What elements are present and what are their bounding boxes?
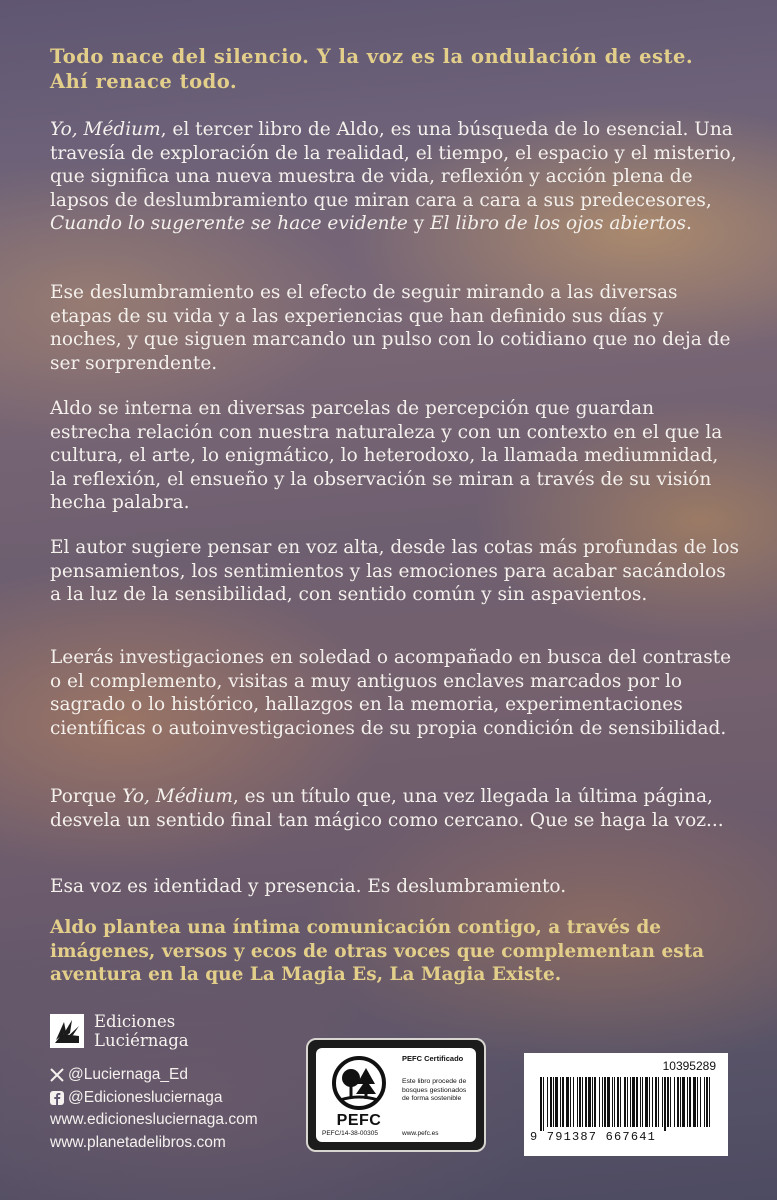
barcode-bar [570, 1077, 571, 1127]
paragraph-7-text: Esa voz es identidad y presencia. Es deslumbramiento. [50, 876, 567, 897]
barcode-bar [697, 1077, 698, 1127]
pefc-code: PEFC/14-38-00305 [322, 1130, 379, 1137]
publisher-name [94, 1012, 189, 1050]
p6-text-b: , es un título que, una vez llegada la última página, desvela un sentido final tan mágico como cercano. Que se haga la voz... [50, 786, 724, 831]
paragraph-3-text: Aldo se interna en diversas parcelas de percepción que guardan estrecha relación con nuestra naturaleza y con un contexto en el que la cultura, el arte, lo enigmático, lo heterodoxo, la llamada mediumnidad, la reflexión, el ensueño y la observación se miran a través de su visión hecha palabra. [50, 398, 723, 513]
barcode-bar [658, 1077, 659, 1127]
isbn-barcode [524, 1053, 728, 1156]
publisher-name-line-2: Luciérnaga [94, 1031, 189, 1050]
p1-text-a: , el tercer libro de Aldo, es una búsqueda de lo esencial. Una travesía de exploración de la realidad, el tiempo, el espacio y el misterio, que significa una nueva muestra de vida, reflexión y acción plena de lapsos de deslumbramiento que miran cara a cara a sus predecesores, [50, 119, 737, 211]
barcode-bar [588, 1077, 591, 1127]
lead-line-1: Todo nace del silencio. Y la voz es la ondulación de este. [50, 45, 694, 68]
barcode-bar [632, 1077, 635, 1127]
barcode-bar [689, 1077, 691, 1127]
barcode-bar [680, 1077, 681, 1127]
p1-text-c: . [686, 213, 692, 234]
twitter-handle: @Luciernaga_Ed [68, 1066, 189, 1083]
prior-book-title-1: Cuando lo sugerente se hace evidente [50, 213, 408, 234]
barcode-bar [553, 1077, 554, 1127]
barcode-bar [652, 1077, 653, 1127]
publisher-name-line-1: Ediciones [94, 1012, 176, 1031]
paragraph-5 [50, 646, 740, 740]
barcode-bar [627, 1077, 628, 1127]
lead-quote [50, 44, 740, 94]
barcode-bar [640, 1077, 641, 1127]
barcode-bar [645, 1077, 648, 1127]
pefc-trees-icon [328, 1054, 390, 1116]
barcode-top-number: 10395289 [662, 1059, 716, 1073]
facebook-link[interactable] [50, 1087, 258, 1110]
paragraph-4-text: El autor sugiere pensar en voz alta, desde las cotas más profundas de los pensamientos, los sentimientos y las emociones para acabar sacándolos a la luz de la sensibilidad, con sentido común y sin aspavientos. [50, 537, 739, 605]
barcode-bar [579, 1077, 581, 1127]
barcode-bar [614, 1077, 615, 1127]
closing-statement [50, 916, 740, 987]
book-title: Yo, Médium [50, 119, 161, 140]
paragraph-5-text: Leerás investigaciones en soledad o acompañado en busca del contraste o el complemento, visitas a muy antiguos enclaves marcados por lo sagrado o lo histórico, hallazgos en la memoria, experimentaciones científicas o autoinvestigaciones de su propia condición de sensibilidad. [50, 647, 732, 739]
facebook-handle: @Edicionesluciernaga [68, 1088, 223, 1106]
barcode-bar [700, 1077, 701, 1127]
twitter-link[interactable] [50, 1064, 258, 1087]
barcode-bar [577, 1077, 578, 1127]
barcode-bar [664, 1077, 666, 1131]
barcode-bar [547, 1077, 548, 1127]
pefc-label [316, 1048, 476, 1142]
barcode-bar [566, 1077, 569, 1127]
p1-text-b: y [407, 213, 431, 234]
publisher-block [50, 1012, 258, 1154]
paragraph-4 [50, 536, 740, 607]
pefc-wordmark: PEFC [336, 1112, 382, 1129]
pefc-url: www.pefc.es [402, 1130, 439, 1137]
closing-text: Aldo plantea una íntima comunicación contigo, a través de imágenes, versos y ecos de otras voces que complementan esta aventura en la que La Magia Es, La Magia Existe. [50, 917, 705, 985]
paragraph-1 [50, 118, 740, 236]
facebook-icon [50, 1091, 64, 1105]
barcode-bar [594, 1077, 596, 1127]
pefc-title: PEFC Certificado [402, 1054, 464, 1063]
barcode-bar [670, 1077, 671, 1127]
barcode-bar [620, 1077, 621, 1127]
barcode-bar [607, 1077, 610, 1127]
lead-line-2: Ahí renace todo. [50, 70, 238, 93]
barcode-digits: 9 791387 667641 [530, 1130, 657, 1144]
barcode-bar [649, 1077, 650, 1127]
barcode-bar [624, 1077, 626, 1127]
barcode-bar [599, 1077, 600, 1127]
paragraph-6 [50, 785, 740, 832]
barcode-bar [550, 1077, 552, 1127]
barcode-bar [582, 1077, 583, 1127]
website-link-2[interactable]: www.planetadelibros.com [50, 1133, 226, 1151]
barcode-bar [677, 1077, 679, 1127]
barcode-icon [538, 1077, 714, 1131]
barcode-bar [617, 1077, 619, 1127]
prior-book-title-2: El libro de los ojos abiertos [430, 213, 687, 234]
barcode-bar [562, 1077, 564, 1127]
barcode-bar [704, 1077, 705, 1127]
book-title-2: Yo, Médium [122, 786, 233, 807]
firefly-leaf-icon [50, 1014, 84, 1048]
barcode-bar [662, 1077, 663, 1127]
barcode-bar [642, 1077, 643, 1127]
x-twitter-icon [50, 1068, 64, 1082]
barcode-bar [682, 1077, 685, 1127]
barcode-bar [543, 1077, 544, 1131]
barcode-bar [687, 1077, 688, 1127]
paragraph-2 [50, 281, 740, 375]
barcode-bar [709, 1077, 710, 1127]
barcode-bar [560, 1077, 561, 1127]
barcode-bar [693, 1077, 696, 1127]
barcode-bar [602, 1077, 603, 1127]
barcode-bar [573, 1077, 574, 1127]
pefc-description: Este libro procede de bosques gestionados de forma sostenible [402, 1078, 467, 1102]
barcode-bar [636, 1077, 638, 1127]
publisher-logo [50, 1012, 258, 1050]
barcode-bar [655, 1077, 657, 1127]
pefc-certification [306, 1038, 486, 1152]
publisher-links [50, 1064, 258, 1154]
paragraph-2-text: Ese deslumbramiento es el efecto de seguir mirando a las diversas etapas de su vida y a las experiencias que han definido sus días y noches, y que siguen marcando un pulso con lo cotidiano que no deja de ser sorprendente. [50, 282, 731, 374]
paragraph-7 [50, 875, 740, 899]
barcode-bar [667, 1077, 669, 1127]
barcode-bar [592, 1077, 593, 1127]
barcode-bar [585, 1077, 587, 1127]
p6-text-a: Porque [50, 786, 123, 807]
barcode-bar [612, 1077, 613, 1127]
barcode-bar [604, 1077, 606, 1127]
barcode-bar [540, 1077, 542, 1131]
barcode-bar [555, 1077, 558, 1127]
barcode-bar [706, 1077, 708, 1127]
paragraph-3 [50, 397, 740, 515]
barcode-bar [674, 1077, 675, 1127]
website-link-1[interactable]: www.edicionesluciernaga.com [50, 1111, 258, 1128]
barcode-bar [630, 1077, 631, 1127]
